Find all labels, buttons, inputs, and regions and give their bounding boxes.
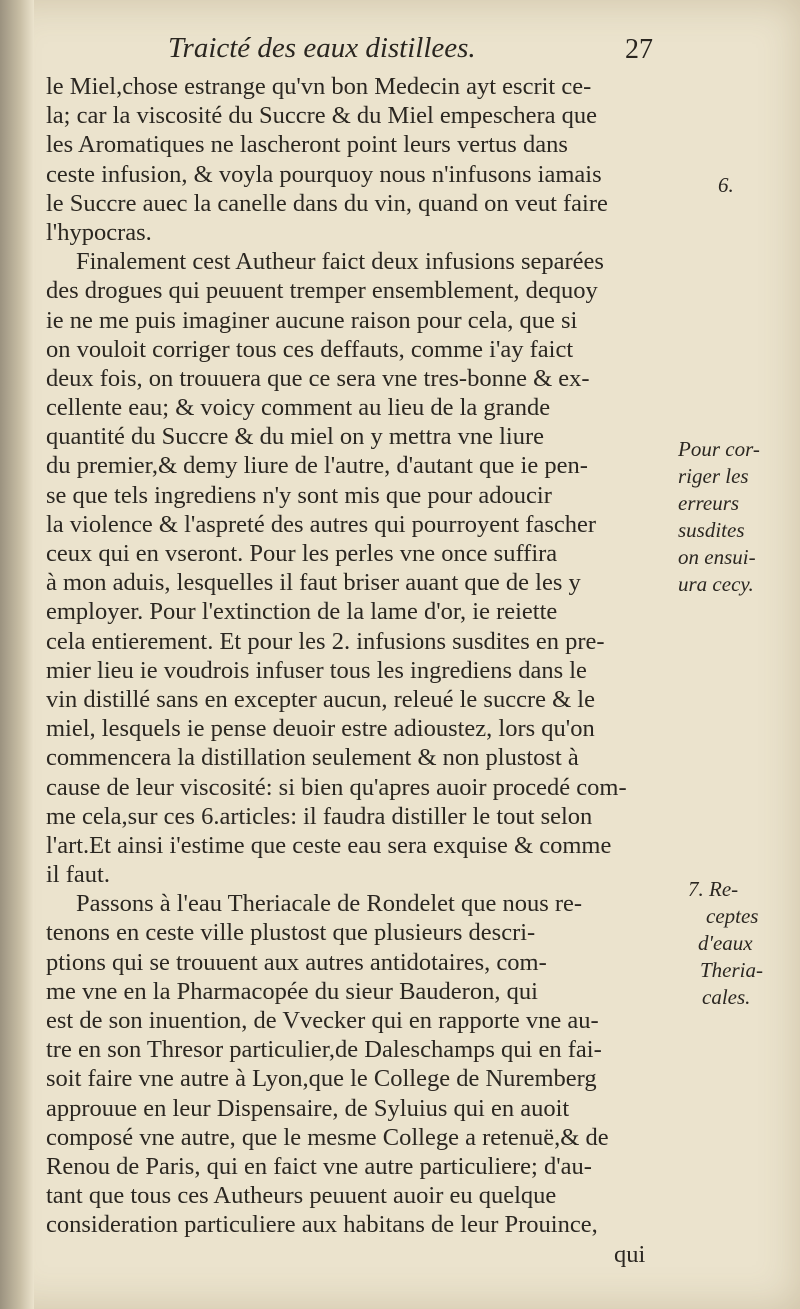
text-line: ceste infusion, & voyla pourquoy nous n'infusons iamais	[46, 160, 602, 188]
page-header	[0, 30, 800, 70]
margin-note-line: erreurs	[678, 491, 740, 515]
text-line: tant que tous ces Autheurs peuuent auoir eu quelque	[46, 1182, 557, 1210]
text-line: est de son inuention, de Vvecker qui en rapporte vne au-	[46, 1007, 599, 1034]
text-line: cause de leur viscosité: si bien qu'apres auoir procedé com-	[46, 773, 627, 801]
text-line: le Succre auec la canelle dans du vin, quand on veut faire	[46, 189, 608, 217]
book-spine-shadow	[0, 0, 34, 1309]
text-line: l'hypocras.	[46, 218, 152, 246]
margin-note-line: cales.	[702, 985, 751, 1009]
text-line: miel, lesquels ie pense deuoir estre adioustez, lors qu'on	[46, 715, 595, 743]
margin-note-line: 6.	[718, 173, 734, 197]
margin-note-line: Pour cor-	[678, 437, 760, 461]
text-line: tre en son Thresor particulier,de Daleschamps qui en fai-	[46, 1036, 602, 1064]
text-line: quantité du Succre & du miel on y mettra vne liure	[46, 423, 545, 451]
margin-note-line: d'eaux	[698, 931, 753, 955]
body-text	[46, 72, 686, 1269]
margin-note-line: susdites	[678, 518, 745, 542]
catchword: qui	[614, 1240, 646, 1268]
text-line: des drogues qui peuuent tremper ensemblement, dequoy	[46, 277, 598, 305]
margin-note-line: ura cecy.	[678, 572, 754, 596]
text-line: cellente eau; & voicy comment au lieu de la grande	[46, 394, 551, 422]
running-title: Traicté des eaux distillees.	[168, 32, 476, 64]
text-line: du premier,& demy liure de l'autre, d'autant que ie pen-	[46, 452, 588, 480]
text-line: vin distillé sans en excepter aucun, releué le succre & le	[46, 685, 595, 713]
text-line: employer. Pour l'extinction de la lame d'or, ie reiette	[46, 598, 558, 626]
text-line: on vouloit corriger tous ces deffauts, comme i'ay faict	[46, 335, 574, 363]
margin-note-correct	[678, 436, 760, 598]
margin-note-line: Theria-	[700, 958, 763, 982]
text-line: approuue en leur Dispensaire, de Syluius qui en auoit	[46, 1094, 570, 1122]
margin-note-line: on ensui-	[678, 545, 756, 569]
text-line: soit faire vne autre à Lyon,que le College de Nuremberg	[46, 1065, 597, 1093]
text-line: il faut.	[46, 861, 110, 889]
page-number: 27	[625, 34, 653, 65]
text-line: l'art.Et ainsi i'estime que ceste eau sera exquise & comme	[46, 831, 612, 859]
text-line: tenons en ceste ville plustost que plusieurs descri-	[46, 919, 536, 947]
text-line: les Aromatiques ne lascheront point leurs vertus dans	[46, 131, 568, 159]
margin-note-7	[688, 876, 763, 1011]
text-line: composé vne autre, que le mesme College a retenuë,& de	[46, 1123, 609, 1151]
text-line: me cela,sur ces 6.articles: il faudra distiller le tout selon	[46, 802, 593, 830]
text-line: Finalement cest Autheur faict deux infusions separées	[76, 248, 604, 276]
margin-note-line: 7. Re-	[688, 877, 739, 901]
text-line: le Miel,chose estrange qu'vn bon Medecin ayt escrit ce-	[46, 73, 592, 100]
text-line: consideration particuliere aux habitans de leur Prouince,	[46, 1211, 598, 1239]
text-line: ceux qui en vseront. Pour les perles vne once suffira	[46, 540, 558, 567]
text-line: à mon aduis, lesquelles il faut briser auant que de les y	[46, 569, 581, 597]
text-line: ie ne me puis imaginer aucune raison pour cela, que si	[46, 306, 578, 334]
margin-note-line: ceptes	[706, 904, 759, 928]
text-line: la violence & l'aspreté des autres qui pourroyent fascher	[46, 510, 597, 538]
text-line: Passons à l'eau Theriacale de Rondelet que nous re-	[76, 890, 583, 918]
text-line: deux fois, on trouuera que ce sera vne tres-bonne & ex-	[46, 364, 590, 392]
text-line: se que tels ingrediens n'y sont mis que pour adoucir	[46, 481, 552, 509]
margin-note-line: riger les	[678, 464, 749, 488]
margin-note-6	[718, 172, 734, 199]
text-line: la; car la viscosité du Succre & du Miel empeschera que	[46, 102, 598, 130]
text-line: cela entierement. Et pour les 2. infusions susdites en pre-	[46, 627, 605, 655]
text-line: commencera la distillation seulement & non plustost à	[46, 744, 579, 772]
text-line: mier lieu ie voudrois infuser tous les ingrediens dans le	[46, 656, 587, 684]
text-line: ptions qui se trouuent aux autres antidotaires, com-	[46, 948, 547, 976]
text-line: me vne en la Pharmacopée du sieur Bauderon, qui	[46, 977, 538, 1005]
text-line: Renou de Paris, qui en faict vne autre particuliere; d'au-	[46, 1152, 592, 1180]
